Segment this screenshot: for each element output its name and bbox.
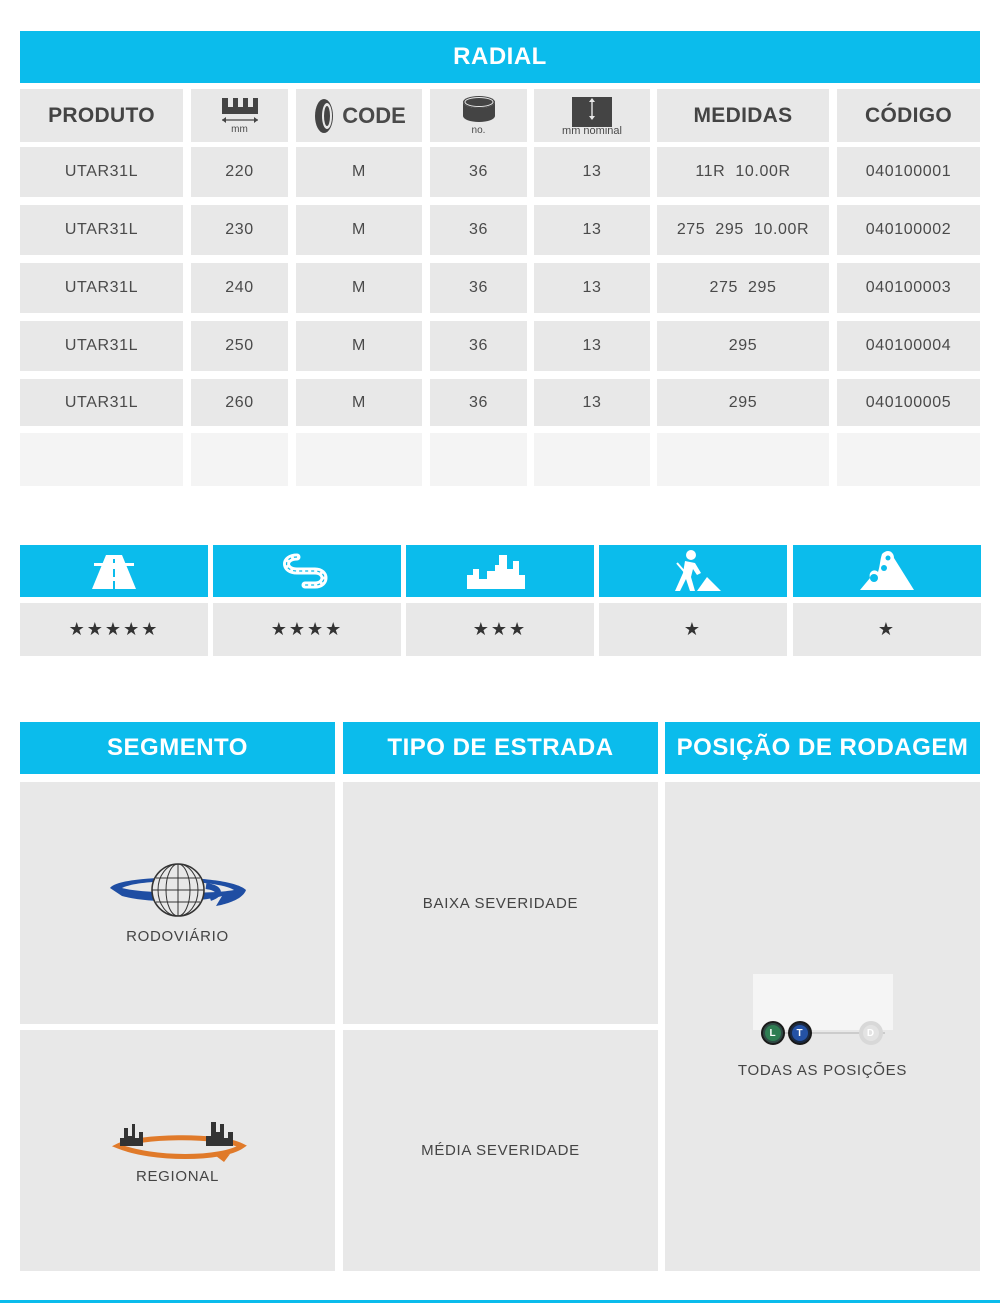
city-icon — [406, 545, 594, 597]
segmento-label: REGIONAL — [135, 1168, 220, 1185]
empty-cell — [534, 433, 650, 486]
cell-mm: 250 — [191, 321, 288, 371]
header-code — [296, 89, 422, 142]
segmento-regional — [20, 1030, 335, 1271]
header-code-label: CODE — [342, 102, 406, 128]
empty-cell — [296, 433, 422, 486]
cell-nominal: 13 — [534, 263, 650, 313]
cell-codigo: 040100001 — [837, 147, 980, 197]
cell-nominal: 13 — [534, 321, 650, 371]
tipo-estrada-header: TIPO DE ESTRADA — [343, 722, 658, 774]
cell-mm: 220 — [191, 147, 288, 197]
empty-cell — [20, 433, 183, 486]
header-codigo: CÓDIGO — [837, 89, 980, 142]
rating-stars: ★ — [793, 603, 981, 656]
cell-medidas: 295 — [657, 379, 829, 426]
cell-medidas: 295 — [657, 321, 829, 371]
cell-medidas: 275 295 10.00R — [657, 205, 829, 255]
tipo-estrada-label: BAIXA SEVERIDADE — [422, 894, 579, 912]
segmento-header: SEGMENTO — [20, 722, 335, 774]
cell-code: M — [296, 379, 422, 426]
header-width-unit: mm — [231, 124, 248, 135]
cell-codigo: 040100004 — [837, 321, 980, 371]
cell-codigo: 040100002 — [837, 205, 980, 255]
cell-mm: 260 — [191, 379, 288, 426]
tire-icon — [312, 97, 338, 135]
header-no — [430, 89, 527, 142]
axle-l-label: L — [765, 1025, 781, 1041]
tread-width-icon — [218, 96, 262, 126]
cell-no: 36 — [430, 379, 527, 426]
cell-no: 36 — [430, 263, 527, 313]
tipo-estrada-media — [343, 1030, 658, 1271]
empty-cell — [191, 433, 288, 486]
axle-t-label: T — [792, 1025, 808, 1041]
regional-city-icon — [106, 1116, 250, 1162]
cell-codigo: 040100005 — [837, 379, 980, 426]
truck-axle-diagram — [753, 974, 893, 1048]
axle-d-label: D — [863, 1025, 879, 1041]
header-produto: PRODUTO — [20, 89, 183, 142]
cell-nominal: 13 — [534, 379, 650, 426]
axle-l — [761, 1021, 785, 1045]
radial-title: RADIAL — [20, 31, 980, 83]
header-no-label: no. — [471, 125, 486, 136]
cell-produto: UTAR31L — [20, 263, 183, 313]
cell-mm: 240 — [191, 263, 288, 313]
segmento-label: RODOVIÁRIO — [126, 927, 229, 945]
off-road-rocks-icon — [793, 545, 981, 597]
header-depth — [534, 89, 650, 142]
rating-stars: ★★★★ — [213, 603, 401, 656]
posicao-label: TODAS AS POSIÇÕES — [737, 1062, 908, 1079]
axle-d — [859, 1021, 883, 1045]
tipo-estrada-label: MÉDIA SEVERIDADE — [421, 1142, 580, 1159]
cell-produto: UTAR31L — [20, 321, 183, 371]
cell-code: M — [296, 205, 422, 255]
cell-code: M — [296, 263, 422, 313]
rating-stars: ★★★★★ — [20, 603, 208, 656]
highway-icon — [20, 545, 208, 597]
header-width — [191, 89, 288, 142]
posicao-header: POSIÇÃO DE RODAGEM — [665, 722, 980, 774]
segmento-rodoviario — [20, 782, 335, 1024]
cell-no: 36 — [430, 205, 527, 255]
axle-t — [788, 1021, 812, 1045]
cell-code: M — [296, 147, 422, 197]
cell-no: 36 — [430, 321, 527, 371]
cell-produto: UTAR31L — [20, 205, 183, 255]
curvy-road-icon — [213, 545, 401, 597]
header-medidas: MEDIDAS — [657, 89, 829, 142]
cell-codigo: 040100003 — [837, 263, 980, 313]
tread-depth-icon — [570, 95, 614, 127]
construction-worker-icon — [599, 545, 787, 597]
cell-medidas: 11R 10.00R — [657, 147, 829, 197]
cell-code: M — [296, 321, 422, 371]
tipo-estrada-baixa — [343, 782, 658, 1024]
empty-cell — [837, 433, 980, 486]
cell-no: 36 — [430, 147, 527, 197]
posicao-panel — [665, 782, 980, 1271]
cell-produto: UTAR31L — [20, 147, 183, 197]
rating-stars: ★ — [599, 603, 787, 656]
rating-stars: ★★★ — [406, 603, 594, 656]
cell-produto: UTAR31L — [20, 379, 183, 426]
empty-cell — [657, 433, 829, 486]
cylinder-icon — [461, 95, 497, 125]
cell-nominal: 13 — [534, 147, 650, 197]
cell-nominal: 13 — [534, 205, 650, 255]
cell-medidas: 275 295 — [657, 263, 829, 313]
cell-mm: 230 — [191, 205, 288, 255]
globe-road-icon — [106, 862, 250, 922]
header-depth-unit: mm nominal — [562, 124, 622, 137]
empty-cell — [430, 433, 527, 486]
